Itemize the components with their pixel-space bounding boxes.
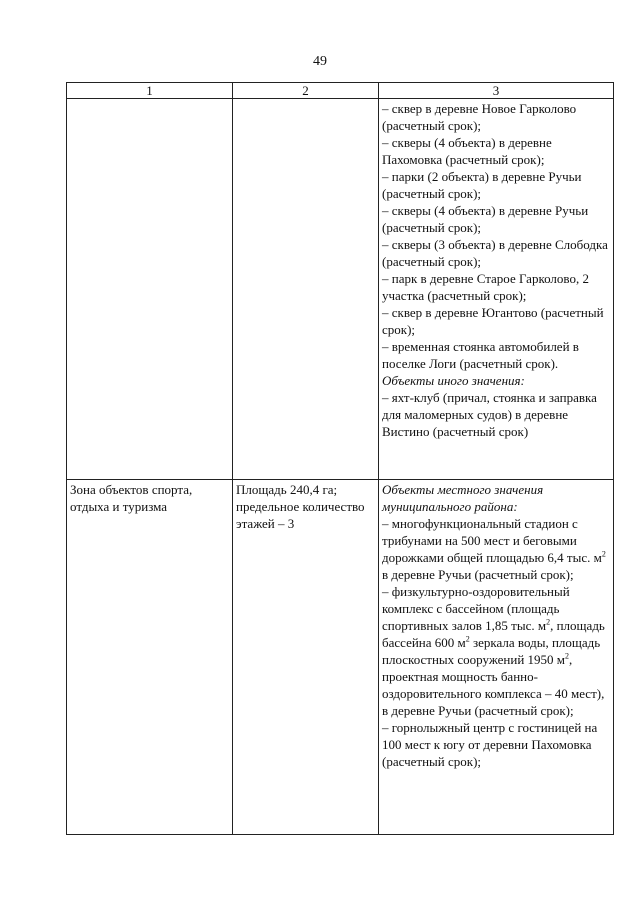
superscript: 2 (565, 651, 570, 661)
column-header: 3 (379, 83, 614, 99)
superscript: 2 (546, 617, 551, 627)
land-use-table (66, 82, 614, 835)
table-header-row (67, 83, 614, 99)
table-row (67, 99, 614, 480)
item-text: , проектная мощность банно-оздоровительного комплекса – 40 мест), в деревне Ручьи (расчетный срок); (382, 652, 605, 718)
item-text: – физкультурно-оздоровительный комплекс с бассейном (площадь спортивных залов 1,85 тыс. м (382, 584, 570, 633)
superscript: 2 (601, 549, 606, 559)
object-item (382, 515, 610, 583)
page-number: 49 (313, 54, 327, 69)
section-heading: Объекты местного значения муниципального района: (382, 482, 544, 514)
object-item (382, 583, 610, 719)
object-item: – скверы (4 объекта) в деревне Пахомовка (расчетный срок); (382, 135, 552, 167)
superscript: 2 (465, 634, 470, 644)
column-header: 2 (233, 83, 379, 99)
object-item: – парки (2 объекта) в деревне Ручьи (расчетный срок); (382, 169, 582, 201)
object-item: – яхт-клуб (причал, стоянка и заправка для маломерных судов) в деревне Вистино (расчетный срок) (382, 390, 597, 439)
object-item: – горнолыжный центр с гостиницей на 100 мест к югу от деревни Пахомовка (расчетный срок); (382, 720, 598, 769)
object-item: – сквер в деревне Югантово (расчетный срок); (382, 305, 604, 337)
item-text: , площадь бассейна 600 м (382, 618, 605, 650)
section-heading: Объекты иного значения: (382, 373, 525, 388)
objects-cell (379, 480, 614, 835)
object-item: – парк в деревне Старое Гарколово, 2 участка (расчетный срок); (382, 271, 589, 303)
objects-cell (379, 99, 614, 480)
zone-cell (67, 99, 233, 480)
object-item: – сквер в деревне Новое Гарколово (расчетный срок); (382, 101, 577, 133)
column-header: 1 (67, 83, 233, 99)
zone-cell: Зона объектов спорта, отдыха и туризма (67, 480, 233, 835)
item-text: в деревне Ручьи (расчетный срок); (382, 567, 574, 582)
object-item: – скверы (4 объекта) в деревне Ручьи (расчетный срок); (382, 203, 589, 235)
parameters-cell (233, 99, 379, 480)
item-text: зеркала воды, площадь плоскостных сооружений 1950 м (382, 635, 601, 667)
table-row (67, 480, 614, 835)
parameters-cell: Площадь 240,4 га; предельное количество этажей – 3 (233, 480, 379, 835)
item-text: – многофункциональный стадион с трибунами на 500 мест и беговыми дорожками общей площадью 6,4 тыс. м (382, 516, 602, 565)
object-item: – временная стоянка автомобилей в поселке Логи (расчетный срок). (382, 339, 579, 371)
object-item: – скверы (3 объекта) в деревне Слободка (расчетный срок); (382, 237, 608, 269)
